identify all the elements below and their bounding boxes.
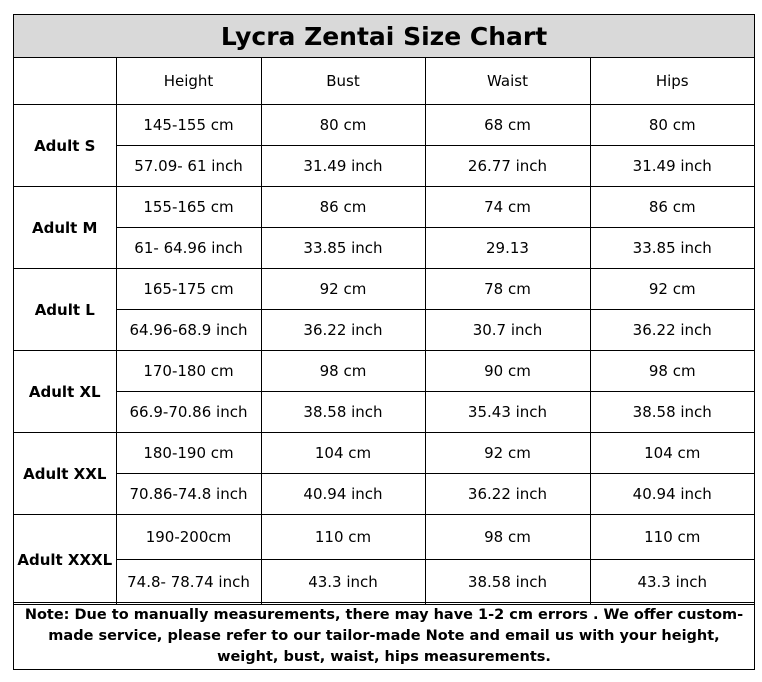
bust-cm-cell: 104 cm: [261, 433, 425, 474]
bust-inch-cell: 36.22 inch: [261, 310, 425, 351]
size-row-inch: [14, 146, 754, 187]
bust-inch-cell: 31.49 inch: [261, 146, 425, 187]
size-row-inch: [14, 474, 754, 515]
size-row-inch: [14, 310, 754, 351]
size-row-cm: [14, 105, 754, 146]
height-inch-cell: 61- 64.96 inch: [116, 228, 261, 269]
size-chart: [13, 14, 755, 670]
bust-inch-cell: 33.85 inch: [261, 228, 425, 269]
hips-inch-cell: 40.94 inch: [590, 474, 754, 515]
size-row-cm: [14, 269, 754, 310]
height-inch-cell: 70.86-74.8 inch: [116, 474, 261, 515]
size-label: Adult M: [14, 187, 116, 269]
height-inch-cell: 74.8- 78.74 inch: [116, 560, 261, 605]
waist-inch-cell: 38.58 inch: [425, 560, 590, 605]
height-cm-cell: 165-175 cm: [116, 269, 261, 310]
waist-inch-cell: 26.77 inch: [425, 146, 590, 187]
height-cm-cell: 170-180 cm: [116, 351, 261, 392]
size-label: Adult XL: [14, 351, 116, 433]
bust-cm-cell: 110 cm: [261, 515, 425, 560]
bust-cm-cell: 80 cm: [261, 105, 425, 146]
hips-cm-cell: 98 cm: [590, 351, 754, 392]
height-inch-cell: 66.9-70.86 inch: [116, 392, 261, 433]
hips-cm-cell: 80 cm: [590, 105, 754, 146]
waist-cm-cell: 90 cm: [425, 351, 590, 392]
waist-inch-cell: 29.13: [425, 228, 590, 269]
hips-cm-cell: 104 cm: [590, 433, 754, 474]
waist-cm-cell: 78 cm: [425, 269, 590, 310]
size-row-inch: [14, 228, 754, 269]
height-cm-cell: 180-190 cm: [116, 433, 261, 474]
hips-inch-cell: 33.85 inch: [590, 228, 754, 269]
height-inch-cell: 57.09- 61 inch: [116, 146, 261, 187]
waist-inch-cell: 30.7 inch: [425, 310, 590, 351]
waist-inch-cell: 36.22 inch: [425, 474, 590, 515]
size-row-cm: [14, 515, 754, 560]
size-row-cm: [14, 351, 754, 392]
size-label: Adult S: [14, 105, 116, 187]
hips-inch-cell: 43.3 inch: [590, 560, 754, 605]
header-hips: Hips: [590, 58, 754, 105]
size-table: [14, 58, 754, 605]
bust-inch-cell: 40.94 inch: [261, 474, 425, 515]
hips-cm-cell: 92 cm: [590, 269, 754, 310]
waist-cm-cell: 92 cm: [425, 433, 590, 474]
note-text: Note: Due to manually measurements, there may have 1-2 cm errors . We offer custom-made service, please refer to our tailor-made Note and email us with your height, weight, bust, waist, hips measurements.: [14, 602, 754, 669]
hips-cm-cell: 110 cm: [590, 515, 754, 560]
height-cm-cell: 145-155 cm: [116, 105, 261, 146]
header-row: [14, 58, 754, 105]
bust-cm-cell: 92 cm: [261, 269, 425, 310]
size-label: Adult XXL: [14, 433, 116, 515]
waist-cm-cell: 98 cm: [425, 515, 590, 560]
header-cell-empty: [14, 58, 116, 105]
height-cm-cell: 155-165 cm: [116, 187, 261, 228]
size-row-inch: [14, 392, 754, 433]
chart-title: Lycra Zentai Size Chart: [14, 15, 754, 58]
size-row-inch: [14, 560, 754, 605]
bust-inch-cell: 43.3 inch: [261, 560, 425, 605]
size-label: Adult L: [14, 269, 116, 351]
hips-inch-cell: 36.22 inch: [590, 310, 754, 351]
bust-cm-cell: 86 cm: [261, 187, 425, 228]
hips-cm-cell: 86 cm: [590, 187, 754, 228]
height-cm-cell: 190-200cm: [116, 515, 261, 560]
bust-inch-cell: 38.58 inch: [261, 392, 425, 433]
waist-cm-cell: 74 cm: [425, 187, 590, 228]
header-bust: Bust: [261, 58, 425, 105]
waist-cm-cell: 68 cm: [425, 105, 590, 146]
header-height: Height: [116, 58, 261, 105]
size-row-cm: [14, 187, 754, 228]
hips-inch-cell: 38.58 inch: [590, 392, 754, 433]
size-label: Adult XXXL: [14, 515, 116, 605]
bust-cm-cell: 98 cm: [261, 351, 425, 392]
hips-inch-cell: 31.49 inch: [590, 146, 754, 187]
size-row-cm: [14, 433, 754, 474]
waist-inch-cell: 35.43 inch: [425, 392, 590, 433]
header-waist: Waist: [425, 58, 590, 105]
height-inch-cell: 64.96-68.9 inch: [116, 310, 261, 351]
